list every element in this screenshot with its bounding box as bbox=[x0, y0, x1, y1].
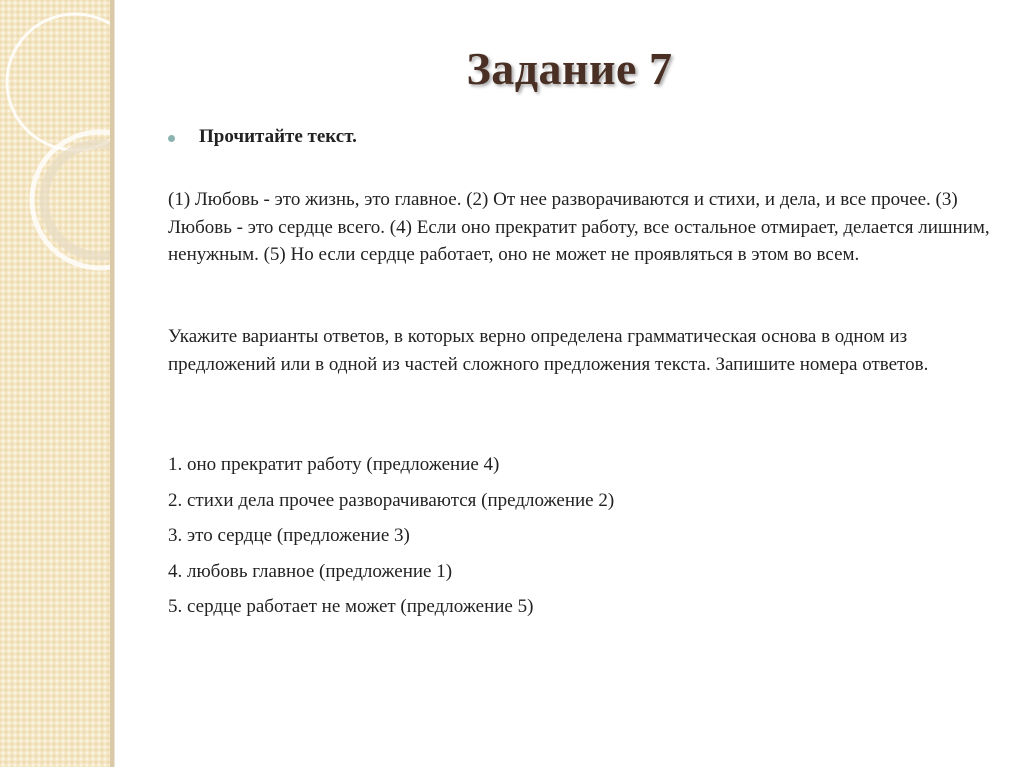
side-panel-border-line bbox=[114, 0, 115, 767]
bullet-dot-icon bbox=[168, 135, 175, 142]
bullet-text: Прочитайте текст. bbox=[199, 126, 357, 147]
answer-option-5: 5. сердце работает не может (предложение 5) bbox=[168, 596, 534, 617]
bullet-item bbox=[168, 126, 357, 148]
answer-option-2: 2. стихи дела прочее разворачиваются (предложение 2) bbox=[168, 489, 615, 511]
answer-list bbox=[168, 451, 614, 629]
slide-title: Задание 7 bbox=[466, 43, 673, 94]
passage-text: (1) Любовь - это жизнь, это главное. (2) От нее разворачиваются и стихи, и дела, и все прочее. (3) Любовь - это сердце всего. (4) Если оно прекратит работу, все остальное отмирает, делается лишним, ненужным. (5) Но если сердце работает, оно не может не проявляться в этом во всем. bbox=[168, 189, 990, 265]
answer-option-4: 4. любовь главное (предложение 1) bbox=[168, 560, 453, 582]
answer-option-3: 3. это сердце (предложение 3) bbox=[168, 525, 410, 546]
instruction-text: Укажите варианты ответов, в которых верно определена грамматическая основа в одном из предложений или в одной из частей сложного предложения текста. Запишите номера ответов. bbox=[168, 326, 929, 375]
answer-option-1: 1. оно прекратит работу (предложение 4) bbox=[168, 454, 500, 475]
